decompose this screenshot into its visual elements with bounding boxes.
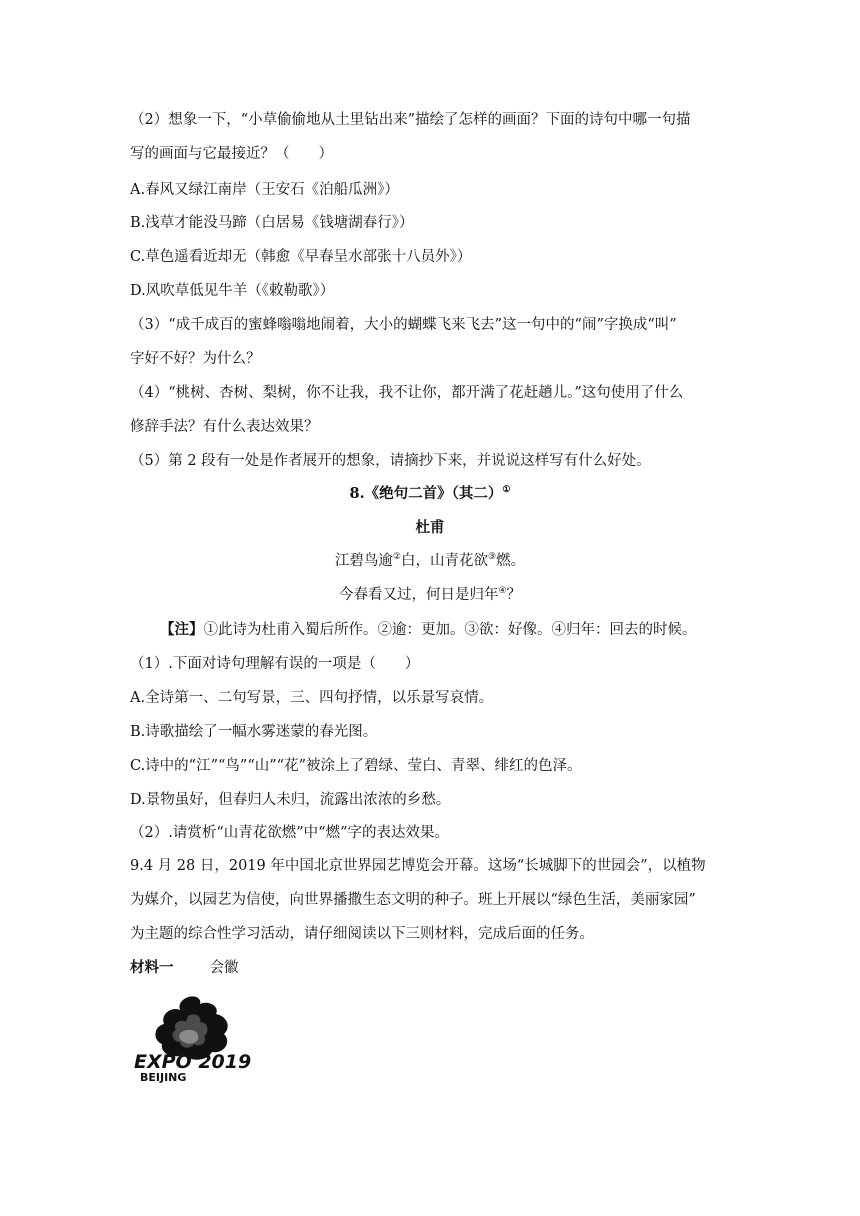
poem-line-1-c: 燃。 xyxy=(496,553,526,569)
q8-sub2: （2）.请赏析“山青花欲燃”中“燃”字的表达效果。 xyxy=(130,825,449,841)
note-marker-2: ② xyxy=(392,552,401,563)
logo-sub-text: BEIJING xyxy=(140,1071,187,1084)
q8-option-a: A.全诗第一、二句写景，三、四句抒情，以乐景写哀情。 xyxy=(130,690,494,706)
poem-notes xyxy=(160,620,697,640)
q7-option-d: D.风吹草低见牛羊（《敕勒歌》） xyxy=(130,283,335,299)
q8-title xyxy=(130,484,730,504)
q8-option-b: B.诗歌描绘了一幅水雾迷蒙的春光图。 xyxy=(130,724,378,740)
poem-line-2-b: ？ xyxy=(506,587,522,603)
q7-part3-line2: 字好不好？为什么？ xyxy=(130,351,261,367)
q9-line2: 为媒介，以园艺为信使，向世界播撒生态文明的种子。班上开展以“绿色生活，美丽家园” xyxy=(130,892,696,908)
poem-line-2 xyxy=(130,585,730,605)
q7-part4-line2: 修辞手法？有什么表达效果？ xyxy=(130,419,319,435)
material-label: 材料一 xyxy=(130,959,174,976)
q7-part2-line2: 写的画面与它最接近？（ ） xyxy=(130,146,333,162)
q7-part5: （5）第 2 段有一处是作者展开的想象，请摘抄下来，并说说这样写有什么好处。 xyxy=(130,453,651,469)
notes-label: 【注】 xyxy=(160,621,204,638)
q9-line1: 9.4 月 28 日，2019 年中国北京世界园艺博览会开幕。这场“长城脚下的世园会”，以植物 xyxy=(130,858,706,874)
logo-main-text: EXPO 2019 xyxy=(134,1051,252,1073)
note-marker-3: ③ xyxy=(488,552,497,563)
expo-2019-logo-image xyxy=(128,992,256,1084)
note-marker-4: ④ xyxy=(498,586,507,597)
q7-part3-line1: （3）“成千成百的蜜蜂嗡嗡地闹着，大小的蝴蝶飞来飞去”这一句中的“闹”字换成“叫” xyxy=(130,317,677,333)
poem-author: 杜甫 xyxy=(415,519,445,536)
q7-part4-line1: （4）“桃树、杏树、梨树，你不让我，我不让你，都开满了花赶趟儿。”这句使用了什么 xyxy=(130,385,684,401)
material-title: 会徽 xyxy=(209,960,239,976)
q7-option-c: C.草色遥看近却无（韩愈《早春呈水部张十八员外》） xyxy=(130,249,472,265)
q7-option-a: A.春风又绿江南岸（王安石《泊船瓜洲》） xyxy=(130,182,399,198)
poem-line-1-a: 江碧鸟逾 xyxy=(334,553,393,569)
poem-line-1-b: 白，山青花欲 xyxy=(401,553,488,569)
q8-option-d: D.景物虽好，但春归人未归，流露出浓浓的乡愁。 xyxy=(130,792,451,808)
q8-title-note-marker: ① xyxy=(502,485,511,496)
poem-line-2-a: 今春看又过，何日是归年 xyxy=(338,587,499,603)
q9-line3: 为主题的综合性学习活动，请仔细阅读以下三则材料，完成后面的任务。 xyxy=(130,926,594,942)
q7-part2-line1: （2）想象一下，“小草偷偷地从土里钻出来”描绘了怎样的画面？下面的诗句中哪一句描 xyxy=(130,112,691,128)
q7-option-b: B.浅草才能没马蹄（白居易《钱塘湖春行》） xyxy=(130,215,414,231)
q8-option-c: C.诗中的“江”“鸟”“山”“花”被涂上了碧绿、莹白、青翠、绯红的色泽。 xyxy=(130,758,582,774)
q8-sub1: （1）.下面对诗句理解有误的一项是（ ） xyxy=(130,656,420,672)
poem-line-1 xyxy=(130,551,730,571)
notes-text: ①此诗为杜甫入蜀后所作。②逾：更加。③欲：好像。④归年：回去的时候。 xyxy=(203,622,697,638)
material-one-heading xyxy=(130,958,239,978)
q8-title-text: 8.《绝句二首》（其二） xyxy=(349,485,503,502)
